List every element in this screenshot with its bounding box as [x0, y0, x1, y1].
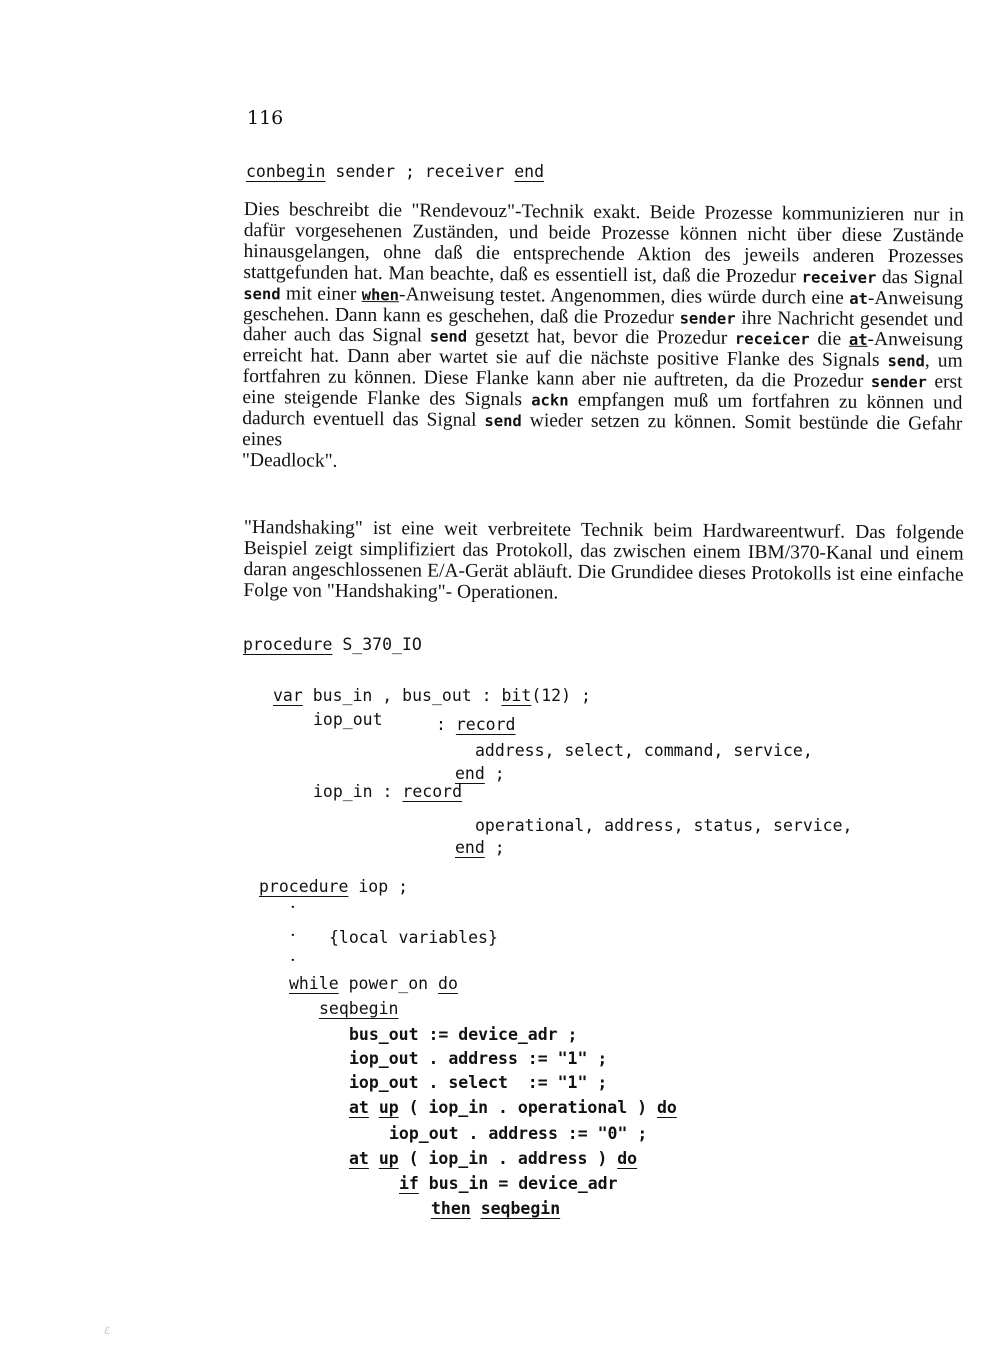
code-text: : [436, 715, 456, 734]
code-line [349, 1151, 637, 1168]
code-keyword: at [848, 331, 868, 350]
code-text: ( iop_in . address ) [398, 1149, 618, 1168]
text: gesetzt hat, bevor die Prozedur [467, 326, 736, 350]
code-line [243, 637, 422, 654]
keyword: end [455, 838, 485, 857]
code-line [455, 840, 505, 857]
keyword: while [289, 974, 339, 993]
text: die [809, 328, 850, 351]
code-text: bus_in , bus_out : [302, 686, 502, 705]
keyword: up [378, 1098, 399, 1117]
text: -Anweisung erreicht hat. Dann aber wartet sie auf die nächste positive Flanke des Signals [242, 329, 964, 372]
keyword: then [431, 1199, 471, 1218]
keyword: seqbegin [480, 1199, 561, 1218]
code-text: iop ; [348, 877, 409, 896]
code-text: sender ; receiver [325, 162, 515, 181]
code-text: S_370_IO [332, 635, 422, 654]
keyword: seqbegin [319, 999, 399, 1018]
code-term: sender [870, 373, 927, 392]
keyword: do [617, 1149, 638, 1168]
code-term: sender [679, 308, 736, 328]
code-text: (12) ; [531, 686, 591, 705]
code-term: send [887, 352, 925, 371]
code-line [436, 717, 515, 734]
code-line: {local variables} [329, 928, 498, 947]
code-line: operational, address, status, service, [475, 816, 853, 835]
code-text: bus_in = device_adr [418, 1174, 618, 1193]
conbegin-line [246, 164, 544, 181]
code-term: send [429, 327, 468, 347]
keyword: conbegin [246, 162, 326, 181]
code-text: iop_in : [313, 782, 403, 801]
code-line [313, 784, 462, 801]
keyword: record [402, 782, 463, 801]
keyword: up [378, 1149, 399, 1168]
code-line: bus_out := device_adr ; [349, 1025, 578, 1044]
code-term: send [243, 284, 281, 303]
keyword: do [438, 974, 458, 993]
code-keyword: when [361, 285, 400, 304]
keyword: bit [501, 686, 532, 705]
text: mit einer [280, 282, 362, 305]
code-line [259, 879, 408, 896]
text: empfangen muß um fortfahren zu können und dadurch eventuell das Signal [242, 389, 963, 431]
text: , um fortfahren zu können. Diese Flanke kann aber nie auftreten, da die Prozedur [242, 350, 963, 393]
code-text: ; [484, 838, 505, 857]
text: Dies beschreibt die "Rendevouz"-Technik exakt. Beide Prozesse kommunizieren nur in dafür vorgesehenen Zuständen, und beide Prozesse können nicht über diese Zustände hinausgelangen, ohne daß die entsprechende Aktion des jeweils anderen Prozesses stattgefunden hat. Man beachte, daß es essentiell ist, daß die Prozedur [243, 199, 964, 288]
text: wieder setzen zu können. Somit bestünde die Gefahr eines [242, 410, 963, 451]
code-line: iop_out . select := "1" ; [349, 1073, 608, 1092]
text: -Anweisung testet. Angenommen, dies würde durch eine [398, 283, 850, 309]
code-line [455, 766, 505, 783]
keyword: procedure [243, 635, 333, 654]
code-line: iop_out [313, 710, 383, 729]
ellipsis-dot: · [290, 950, 296, 971]
text: erst eine steigende Flanke des Signals [242, 371, 963, 411]
code-term: at [849, 289, 868, 308]
ellipsis-dot: · [290, 925, 296, 946]
keyword: record [455, 715, 516, 734]
keyword: at [349, 1098, 369, 1117]
keyword: end [455, 764, 485, 783]
keyword: if [399, 1174, 419, 1193]
paragraph-handshaking: "Handshaking" ist eine weit verbreitete Technik beim Hardwareentwurf. Das folgende Beispiel zeigt simplifiziert das Protokoll, das zwischen einem IBM/370-Kanal und einem daran angeschlossenen E/A-Gerät abläuft. Die Grundidee dieses Protokolls ist eine einfache Folge von "Handshaking"- Operationen. [243, 517, 964, 604]
page-number: 116 [247, 107, 284, 129]
code-term: receicer [734, 330, 810, 349]
code-line [431, 1201, 560, 1218]
code-line: iop_out . address := "1" ; [349, 1049, 608, 1068]
code-line [349, 1100, 677, 1117]
code-term: send [484, 411, 522, 431]
text: "Deadlock". [241, 449, 338, 472]
code-line: address, select, command, service, [475, 741, 813, 760]
code-text: power_on [338, 974, 439, 993]
keyword: end [514, 162, 545, 181]
text: ihre Nachricht gesendet und daher auch das Signal [242, 307, 964, 347]
keyword: do [656, 1098, 677, 1117]
code-text: ( iop_in . operational ) [398, 1098, 657, 1117]
keyword: procedure [259, 877, 349, 896]
code-line [273, 688, 591, 705]
paragraph-rendezvous [242, 200, 964, 477]
code-text: ; [484, 764, 505, 783]
code-line [399, 1176, 618, 1193]
code-line [319, 1001, 398, 1018]
keyword: at [349, 1149, 369, 1168]
stray-mark: ℰ [104, 1326, 111, 1337]
code-line [289, 976, 458, 993]
text: -Anweisung geschehen. Dann kann es geschehen, daß die Prozedur [243, 287, 964, 328]
keyword: var [273, 686, 303, 705]
ellipsis-dot: · [290, 897, 296, 918]
code-line: iop_out . address := "0" ; [389, 1124, 648, 1143]
text: das Signal [876, 266, 964, 289]
code-term: ackn [531, 391, 569, 410]
code-term: receiver [801, 268, 877, 287]
